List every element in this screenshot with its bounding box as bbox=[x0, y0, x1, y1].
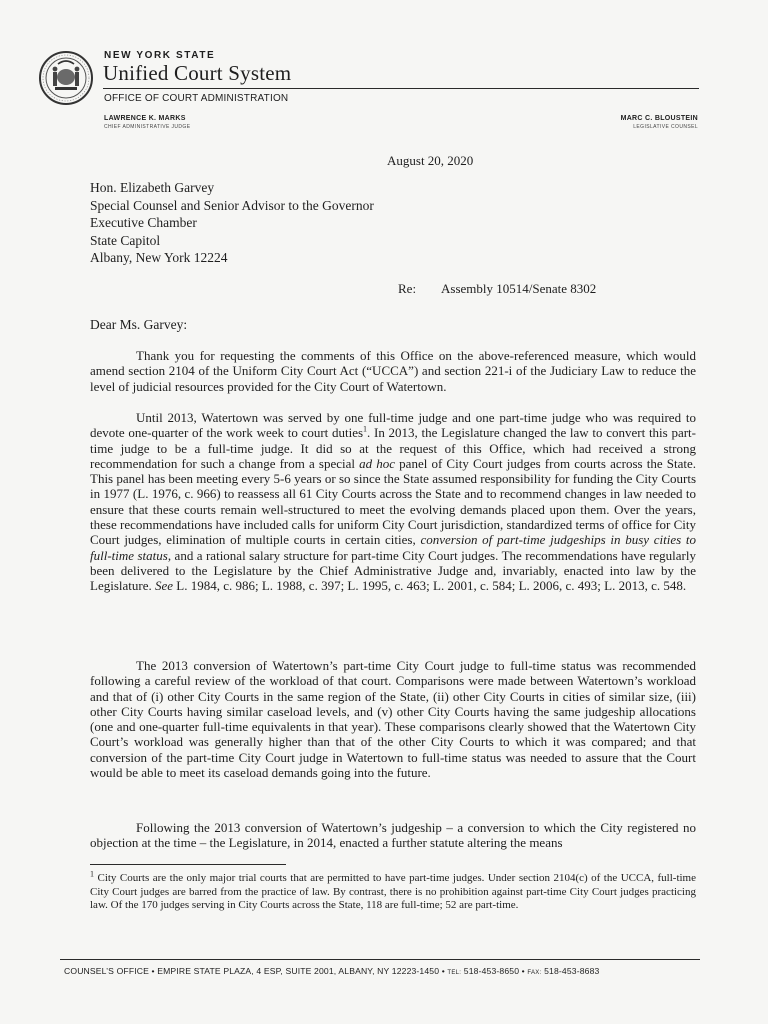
chief-judge-name: LAWRENCE K. MARKS bbox=[104, 115, 186, 122]
legislative-counsel-name: MARC C. BLOUSTEIN bbox=[620, 115, 698, 122]
salutation: Dear Ms. Garvey: bbox=[90, 317, 188, 332]
paragraph-4: Following the 2013 conversion of Watertown’s judgeship – a conversion to which the City registered no objection at the time – the Legislature, in 2014, enacted a further statute altering the means bbox=[90, 820, 696, 851]
header-divider bbox=[103, 88, 699, 89]
re-subject: Assembly 10514/Senate 8302 bbox=[441, 281, 597, 296]
footnote-divider bbox=[90, 864, 286, 865]
address-line: Executive Chamber bbox=[90, 215, 197, 230]
footnote: $^1$ City Courts are the only major trial courts that are permitted to have part-time judges. Under section 2104(c) of the UCCA, full-time City Court judges are barred from the practice of law. By contrast, there is no prohibition against part-time City Court judges practicing law. Of the 170 judges serving in City Courts across the State, 118 are full-time; 52 are part-time. bbox=[90, 869, 696, 911]
recipient-address bbox=[90, 179, 374, 267]
footnote-mark: 1 bbox=[90, 869, 94, 879]
address-line: Special Counsel and Senior Advisor to the Governor bbox=[90, 197, 374, 213]
address-line: State Capitol bbox=[90, 232, 161, 248]
legislative-counsel-title: LEGISLATIVE COUNSEL bbox=[633, 124, 698, 130]
paragraph-3: The 2013 conversion of Watertown’s part-time City Court judge to full-time status was recommended following a careful review of the workload of that court. Comparisons were made between Watertown’s workload and that of (i) other City Courts in the same region of the State, (ii) other City Courts in cities of similar size, (iii) other City Courts having similar caseload levels, and (v) other City Courts having the same judgeship allocations (one and one-quarter full-time equivalents in that year). These comparisons clearly showed that the Watertown City Court’s workload was generally higher than that of the other City Courts to which it was compared; and that conversion of the part-time City Court judge in Watertown to full-time status was needed to assure that the Court would be able to meet its caseload demands going into the future. bbox=[90, 658, 696, 781]
paragraph-2: Until 2013, Watertown was served by one full-time judge and one part-time judge who was required to devote one-quarter of the work week to court duties$^1$. In 2013, the Legislature changed the law to convert this part-time judge to be a full-time judge. It did so at the request of this Office, which had received a strong recommendation for such a change from a special ad hoc panel of City Court judges from courts across the State. This panel has been meeting every 5-6 years or so since the State assumed responsibility for funding the City Courts in 1977 (L. 1976, c. 966) to reassess all 61 City Courts across the State and to recommend changes in law needed to ensure that these courts remain well-structured to meet the evolving demands placed upon them. Over the years, these recommendations have included calls for uniform City Court jurisdiction, standardized terms of office for City Court judges, elimination of multiple courts in certain cities, conversion of part-time judgeships in busy cities to full-time status, and a rational salary structure for part-time City Court judges. The recommendations have regularly been delivered to the Legislature by the Chief Administrative Judge and, invariably, enacted into law by the Legislature. See L. 1984, c. 986; L. 1988, c. 397; L. 1995, c. 463; L. 2001, c. 584; L. 2006, c. 493; L. 2013, c. 548. bbox=[90, 410, 696, 594]
office-name: OFFICE OF COURT ADMINISTRATION bbox=[104, 93, 289, 104]
re-label: Re: bbox=[398, 281, 417, 296]
paragraph-1: Thank you for requesting the comments of this Office on the above-referenced measure, which would amend section 2104 of the Uniform City Court Act (“UCCA”) and section 221-i of the Judiciary Law to reduce the level of judicial resources provided for the City Court of Watertown. bbox=[90, 348, 696, 394]
org-state: NEW YORK STATE bbox=[104, 50, 216, 61]
address-line: Hon. Elizabeth Garvey bbox=[90, 180, 215, 195]
telephone-number: 518-453-8650 • bbox=[461, 966, 528, 976]
org-name: Unified Court System bbox=[103, 61, 292, 85]
court-seal-icon bbox=[38, 50, 94, 106]
footer-contact: COUNSEL’S OFFICE • EMPIRE STATE PLAZA, 4 ESP, SUITE 2001, ALBANY, NY 12223-1450 • TEL: 518-453-8650 • FAX: 518-453-8683 bbox=[64, 966, 600, 976]
chief-judge-title: CHIEF ADMINISTRATIVE JUDGE bbox=[104, 124, 191, 130]
letter-date: August 20, 2020 bbox=[387, 153, 474, 168]
footer-divider bbox=[60, 959, 700, 960]
address-line: Albany, New York 12224 bbox=[90, 250, 228, 265]
fax-number: 518-453-8683 bbox=[541, 966, 600, 976]
footnote-reference[interactable]: 1 bbox=[363, 424, 368, 434]
